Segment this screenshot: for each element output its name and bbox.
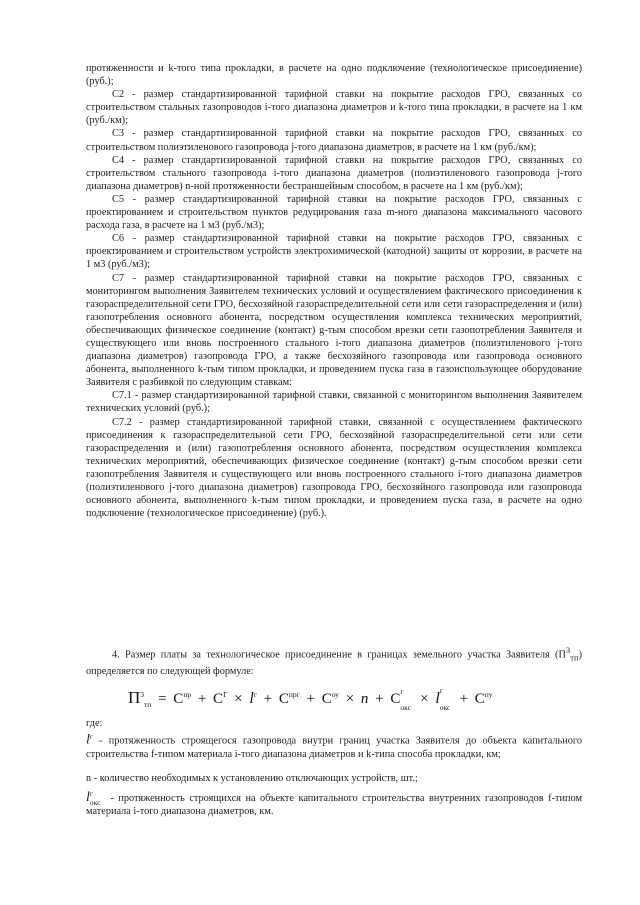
section-4-lead: 4. Размер платы за технологическое присоединение в границах земельного участка Заявителя $(П^3_{тп})$ определяется по следующей формуле: xyxy=(86,645,582,677)
where-label: где: xyxy=(86,718,103,729)
paragraph-c6: C6 - размер стандартизированной тарифной ставки на покрытие расходов ГРО, связанных с проектированием и строительством устройств электрохимической (катодной) защиты от коррозии, в расчете на 1 м3 (руб./м3); xyxy=(86,233,582,271)
paragraph-continuation: протяженности и k-того типа прокладки, в расчете на одно подключение (технологическое присоединение) (руб.); xyxy=(86,63,582,88)
definition-l-g: $l^г$ - протяженность строящегося газопровода внутри границ участка Заявителя до объекта капитального строительства f-типом материала i-того диапазона диаметров и k-типа способа прокладки, км; xyxy=(86,732,582,760)
payment-formula: $П^3_{тп} = С^{пр} + С^Г \times l^г + С^{прг} + С^{оу} \times n + С$ г окс × l г окс + $С^{пу}$ xyxy=(128,686,493,712)
paragraph-c7: C7 - размер стандартизированной тарифной ставки на покрытие расходов ГРО, связанных с мониторингом выполнения Заявителем технических условий и осуществлением фактического присоединения к газораспределительной сети ГРО, бесхозяйной газораспределительной сети или сети газораспределения и (или) газопотребления основного абонента, посредством осуществления комплекса технических мероприятий, обеспечивающих физическое соединение (контакт) g-тым способом врезки сети газопотребления Заявителя и существующего или вновь построенного стального i-того диапазона диаметров (полиэтиленового j-того диапазона диаметров) газопровода ГРО, а также бесхозяйного газопровода или газопровода основного абонента, выполненного k-тым типом прокладки, и проведением пуска газа в газоиспользующее оборудование Заявителя с разбивкой по следующим ставкам: xyxy=(86,272,582,389)
paragraph-c7-2: C7.2 - размер стандартизированной тарифной ставки, связанной с осуществлением фактического присоединения к газораспределительной сети ГРО, бесхозяйной газораспределительной сети или сети газораспределения и (или) газопотребления основного абонента, посредством осуществления комплекса технических мероприятий, обеспечивающих физическое соединение (контакт) g-тым способом врезки сети газопотребления Заявителя и существующего или вновь построенного стального i-того диапазона диаметров (полиэтиленового j-того диапазона диаметров) газопровода ГРО, бесхозяйного газопровода или газопровода основного абонента, выполненного k-тым типом прокладки, и проведением пуска газа, в расчете на одно подключение (технологическое присоединение) (руб.). xyxy=(86,416,582,520)
paragraph-c5: C5 - размер стандартизированной тарифной ставки на покрытие расходов ГРО, связанных с проектированием и строительством пунктов редуцирования газа m-ного диапазона максимального часового расхода газа, в расчете на 1 м3 (руб./м3); xyxy=(86,193,582,232)
paragraph-c3: C3 - размер стандартизированной тарифной ставки на покрытие расходов ГРО, связанных со строительством полиэтиленового газопровода j-того диапазона диаметров, в расчете на 1 км (руб./км); xyxy=(86,128,582,153)
paragraph-c4: C4 - размер стандартизированной тарифной ставки на покрытие расходов ГРО, связанных со строительством стального газопровода i-того диапазона диаметров (полиэтиленового газопровода j-того диапазона диаметров) n-ной протяженности бестраншейным способом, в расчете на 1 км (руб./км); xyxy=(86,154,582,192)
top-text-block xyxy=(86,62,582,520)
paragraph-c7-1: C7.1 - размер стандартизированной тарифной ставки, связанной с мониторингом выполнения Заявителем технических условий (руб.); xyxy=(86,390,582,415)
paragraph-c2: C2 - размер стандартизированной тарифной ставки на покрытие расходов ГРО, связанных со строительством стальных газопроводов i-того диапазона диаметров и k-того типа прокладки, в расчете на 1 км (руб./км); xyxy=(86,89,582,127)
definition-l-oks: l г окс - протяженность строящихся на объекте капитального строительства внутренних газопроводов f-типом материала i-того диапазона диаметров, км. xyxy=(86,789,582,818)
definition-n: n - количество необходимых к установлению отключающих устройств, шт.; xyxy=(86,773,418,784)
section-4-text: 4. Размер платы за технологическое присоединение в границах земельного участка Заявителя (П xyxy=(112,649,566,661)
